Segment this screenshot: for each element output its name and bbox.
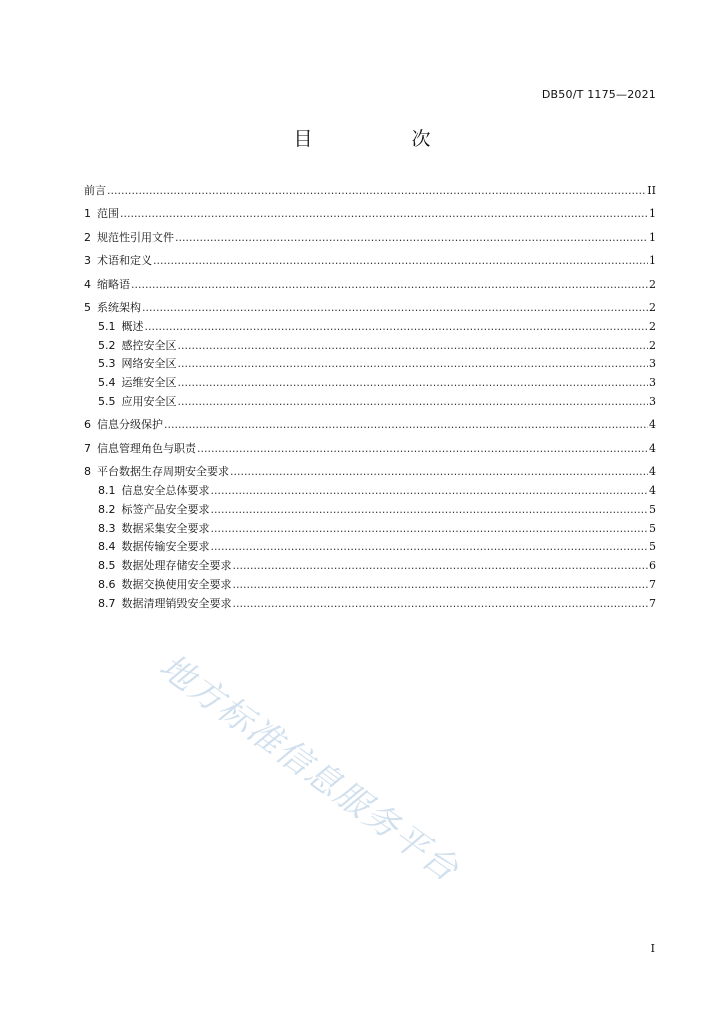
toc-leader-dots xyxy=(178,337,649,356)
page-number: I xyxy=(650,942,655,955)
toc-entry[interactable] xyxy=(84,182,656,201)
toc-entry-number: 8.3 xyxy=(98,521,116,535)
toc-entry[interactable] xyxy=(84,252,656,271)
toc-entry-label: 规范性引用文件 xyxy=(97,230,174,244)
toc-leader-dots xyxy=(211,501,649,520)
toc-entry-page: 3 xyxy=(649,376,656,390)
toc-entry[interactable] xyxy=(84,557,656,576)
toc-entry-label: 缩略语 xyxy=(97,277,130,291)
table-of-contents xyxy=(84,182,656,613)
toc-entry-page: II xyxy=(647,184,656,197)
toc-entry[interactable] xyxy=(84,355,656,374)
toc-entry-label: 概述 xyxy=(121,319,144,333)
toc-entry[interactable] xyxy=(84,374,656,393)
toc-entry-number: 5 xyxy=(84,300,91,314)
toc-entry[interactable] xyxy=(84,576,656,595)
toc-entry[interactable] xyxy=(84,538,656,557)
toc-entry[interactable] xyxy=(84,318,656,337)
toc-entry-label: 平台数据生存周期安全要求 xyxy=(97,465,229,479)
toc-entry-page: 5 xyxy=(649,521,656,535)
toc-entry-number: 5.4 xyxy=(98,376,116,390)
toc-leader-dots xyxy=(107,182,646,201)
toc-leader-dots xyxy=(178,355,649,374)
toc-entry-label: 范围 xyxy=(97,207,119,221)
toc-entry[interactable] xyxy=(84,595,656,614)
toc-entry-label: 应用安全区 xyxy=(121,394,177,408)
toc-entry-number: 1 xyxy=(84,207,91,221)
toc-entry-label: 标签产品安全要求 xyxy=(121,502,210,516)
toc-leader-dots xyxy=(233,595,649,614)
toc-leader-dots xyxy=(164,416,648,435)
toc-leader-dots xyxy=(142,299,648,318)
toc-entry-label: 术语和定义 xyxy=(97,254,152,268)
watermark-text: 地方标准信息服务平台 xyxy=(151,646,467,891)
toc-entry-label: 信息分级保护 xyxy=(97,418,163,432)
toc-leader-dots xyxy=(153,252,648,271)
toc-entry-number: 2 xyxy=(84,230,91,244)
toc-entry-page: 2 xyxy=(649,319,656,333)
toc-entry-page: 3 xyxy=(649,394,656,408)
toc-entry-number: 8.2 xyxy=(98,502,116,516)
toc-leader-dots xyxy=(211,538,649,557)
toc-leader-dots xyxy=(178,374,649,393)
toc-entry[interactable] xyxy=(84,501,656,520)
toc-leader-dots xyxy=(197,440,648,459)
toc-entry[interactable] xyxy=(84,205,656,224)
page-title: 目 次 xyxy=(293,128,471,150)
toc-leader-dots xyxy=(175,229,648,248)
toc-entry[interactable] xyxy=(84,393,656,412)
toc-entry-number: 8.4 xyxy=(98,540,116,554)
toc-leader-dots xyxy=(233,576,649,595)
toc-leader-dots xyxy=(211,482,649,501)
toc-entry[interactable] xyxy=(84,463,656,482)
toc-leader-dots xyxy=(120,205,648,224)
toc-entry[interactable] xyxy=(84,276,656,295)
toc-entry-number: 5.2 xyxy=(98,338,116,352)
toc-entry-number: 5.1 xyxy=(98,319,116,333)
toc-entry[interactable] xyxy=(84,337,656,356)
toc-entry[interactable] xyxy=(84,440,656,459)
toc-entry-number: 7 xyxy=(84,441,91,455)
toc-entry-number: 3 xyxy=(84,254,91,268)
toc-leader-dots xyxy=(131,276,648,295)
toc-entry-number: 8 xyxy=(84,465,91,479)
standard-code-header: DB50/T 1175—2021 xyxy=(541,88,656,101)
toc-entry-label: 前言 xyxy=(84,184,106,197)
toc-entry-number: 8.1 xyxy=(98,483,116,497)
toc-entry-page: 7 xyxy=(649,596,656,610)
toc-entry-number: 8.6 xyxy=(98,577,116,591)
toc-entry-page: 4 xyxy=(649,441,656,455)
toc-leader-dots xyxy=(211,520,649,539)
toc-entry-number: 4 xyxy=(84,277,91,291)
toc-entry-page: 3 xyxy=(649,357,656,371)
toc-entry-page: 1 xyxy=(649,230,656,244)
toc-entry[interactable] xyxy=(84,416,656,435)
toc-entry-page: 5 xyxy=(649,540,656,554)
toc-entry[interactable] xyxy=(84,520,656,539)
toc-entry-label: 感控安全区 xyxy=(121,338,177,352)
toc-entry-number: 8.7 xyxy=(98,596,116,610)
toc-entry-number: 5.5 xyxy=(98,394,116,408)
toc-leader-dots xyxy=(230,463,648,482)
toc-entry-label: 数据交换使用安全要求 xyxy=(121,577,232,591)
toc-entry[interactable] xyxy=(84,229,656,248)
toc-entry-label: 运维安全区 xyxy=(121,376,177,390)
toc-entry-label: 信息管理角色与职责 xyxy=(97,441,196,455)
toc-entry-page: 5 xyxy=(649,502,656,516)
toc-entry-number: 8.5 xyxy=(98,559,116,573)
toc-entry-page: 1 xyxy=(649,254,656,268)
toc-entry-number: 5.3 xyxy=(98,357,116,371)
toc-entry-label: 信息安全总体要求 xyxy=(121,483,210,497)
toc-entry[interactable] xyxy=(84,482,656,501)
toc-entry-label: 数据清理销毁安全要求 xyxy=(121,596,232,610)
toc-leader-dots xyxy=(145,318,649,337)
toc-leader-dots xyxy=(233,557,649,576)
toc-entry-page: 2 xyxy=(649,277,656,291)
toc-entry-page: 4 xyxy=(649,418,656,432)
toc-entry-label: 数据采集安全要求 xyxy=(121,521,210,535)
toc-entry-label: 系统架构 xyxy=(97,300,141,314)
toc-entry-page: 4 xyxy=(649,483,656,497)
toc-entry-page: 1 xyxy=(649,207,656,221)
toc-entry-page: 2 xyxy=(649,300,656,314)
toc-entry-page: 4 xyxy=(649,465,656,479)
toc-entry-page: 2 xyxy=(649,338,656,352)
toc-entry-label: 数据传输安全要求 xyxy=(121,540,210,554)
toc-entry-number: 6 xyxy=(84,418,91,432)
toc-entry-label: 数据处理存储安全要求 xyxy=(121,559,232,573)
toc-entry-label: 网络安全区 xyxy=(121,357,177,371)
toc-entry[interactable] xyxy=(84,299,656,318)
toc-entry-page: 7 xyxy=(649,577,656,591)
toc-leader-dots xyxy=(178,393,649,412)
toc-entry-page: 6 xyxy=(649,559,656,573)
